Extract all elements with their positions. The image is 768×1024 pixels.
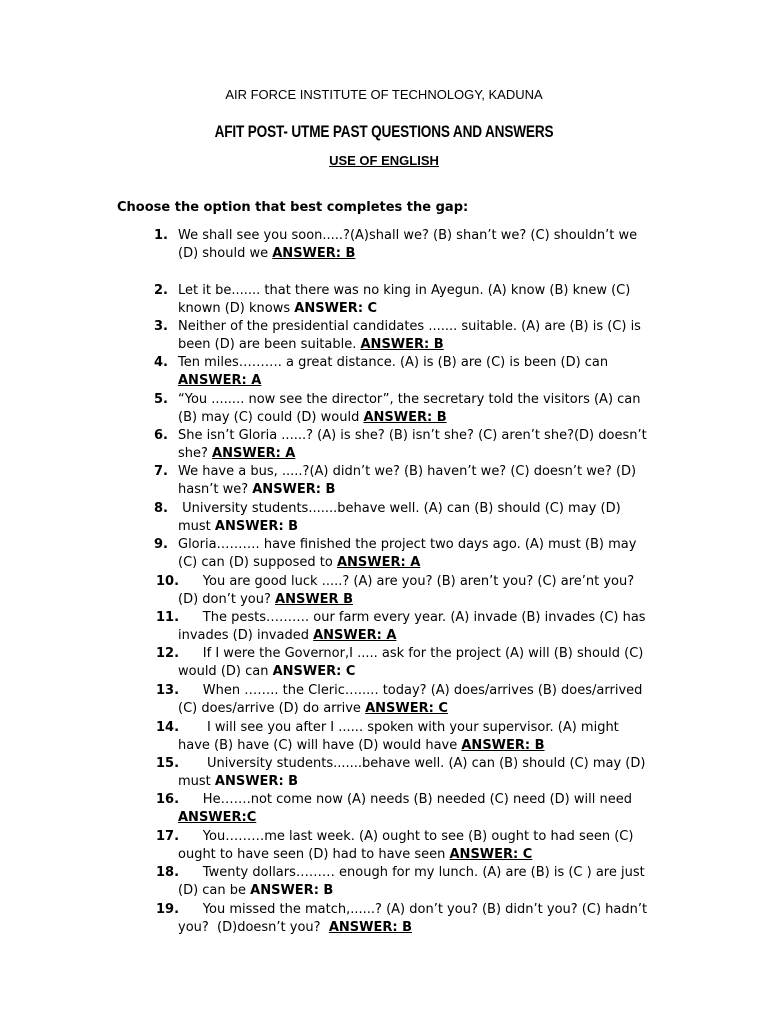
answer-label: ANSWER: A: [336, 555, 421, 571]
question-number: 6.: [154, 428, 168, 443]
answer-label: ANSWER: B: [461, 738, 545, 754]
answer-label: ANSWER: B: [360, 337, 444, 353]
answer-label: ANSWER: C: [294, 301, 378, 317]
list-item: [156, 864, 653, 900]
list-item: [156, 645, 653, 681]
question-number: 5.: [154, 392, 168, 407]
list-item: [156, 609, 653, 645]
answer-label: ANSWER:C: [178, 810, 257, 826]
question-text: He…….not come now (A) needs (B) needed (C) need (D) will need: [178, 792, 637, 807]
list-item: [154, 354, 653, 390]
answer-label: ANSWER: A: [313, 628, 397, 644]
question-text: I will see you after I ...... spoken with your supervisor. (A) might have (B) have (C) will have (D) would have: [178, 720, 623, 754]
question-number: 10.: [156, 574, 180, 589]
answer-label: ANSWER: B: [328, 920, 413, 936]
question-number: 4.: [154, 355, 168, 370]
list-item: [156, 755, 653, 791]
question-text: Neither of the presidential candidates ....... suitable. (A) are (B) is (C) is been (D) are been suitable.: [178, 319, 646, 353]
list-item: [156, 719, 653, 755]
question-number: 3.: [154, 319, 168, 334]
question-number: 7.: [154, 464, 168, 479]
question-number: 16.: [156, 792, 180, 807]
question-number: 18.: [156, 865, 180, 880]
question-text: You………me last week. (A) ought to see (B) ought to had seen (C) ought to have seen (D) had to have seen: [178, 829, 638, 863]
question-number: 17.: [156, 829, 180, 844]
instruction-text: Choose the option that best completes the gap:: [117, 200, 469, 215]
question-text: Ten miles………. a great distance. (A) is (B) are (C) is been (D) can: [178, 355, 613, 370]
question-text: If I were the Governor,I ..... ask for the project (A) will (B) should (C) would (D) can: [178, 646, 648, 680]
page-title: AFIT POST- UTME PAST QUESTIONS AND ANSWERS: [214, 122, 554, 141]
list-item: [156, 901, 653, 937]
answer-label: ANSWER: B: [250, 883, 334, 899]
question-text: You are good luck .....? (A) are you? (B) aren’t you? (C) are’nt you? (D) don’t you?: [178, 574, 639, 608]
question-number: 9.: [154, 537, 168, 552]
question-text: University students.......behave well. (A) can (B) should (C) may (D) must: [178, 756, 650, 790]
answer-label: ANSWER: B: [272, 246, 356, 262]
answer-label: ANSWER: B: [252, 482, 336, 498]
question-number: 19.: [156, 902, 180, 917]
list-item: [154, 500, 653, 536]
question-text: Let it be....... that there was no king in Ayegun. (A) know (B) knew (C) known (D) knows: [178, 283, 635, 317]
answer-label: ANSWER: A: [178, 373, 262, 389]
question-text: When …….. the Cleric…..... today? (A) does/arrives (B) does/arrived (C) does/arrive (D) do arrive: [178, 683, 647, 717]
answer-label: ANSWER: C: [272, 664, 356, 680]
answer-label: ANSWER: A: [212, 446, 296, 462]
question-text: We have a bus, .....?(A) didn’t we? (B) haven’t we? (C) doesn’t we? (D) hasn’t we?: [178, 464, 641, 498]
list-item: [154, 536, 653, 572]
question-text: You missed the match,......? (A) don’t you? (B) didn’t you? (C) hadn’t you? (D)doesn’t you?: [178, 902, 652, 936]
subject-heading: USE OF ENGLISH: [329, 153, 439, 168]
list-item: [154, 282, 653, 318]
list-item: [154, 391, 653, 427]
list-item: [156, 573, 653, 609]
answer-label: ANSWER: C: [365, 701, 448, 717]
question-number: 1.: [154, 228, 168, 243]
answer-label: ANSWER: C: [449, 847, 533, 863]
list-item: [154, 427, 653, 463]
question-number: 8.: [154, 501, 168, 516]
question-text: Twenty dollars……… enough for my lunch. (A) are (B) is (C ) are just (D) can be: [178, 865, 649, 899]
question-text: “You ........ now see the director”, the secretary told the visitors (A) can (B) may (C) could (D) would: [178, 392, 645, 426]
list-item: [156, 828, 653, 864]
question-number: 13.: [156, 683, 180, 698]
list-item: [154, 463, 653, 499]
question-text: She isn’t Gloria ......? (A) is she? (B) isn’t she? (C) aren’t she?(D) doesn’t she?: [178, 428, 651, 462]
list-item: [154, 318, 653, 354]
list-item: [154, 227, 653, 263]
question-number: 15.: [156, 756, 180, 771]
answer-label: ANSWER: B: [214, 519, 299, 535]
question-text: We shall see you soon.....?(A)shall we? (B) shan’t we? (C) shouldn’t we (D) should we: [178, 228, 642, 262]
answer-label: ANSWER: B: [363, 410, 447, 426]
question-number: 2.: [154, 283, 168, 298]
question-text: Gloria………. have finished the project two days ago. (A) must (B) may (C) can (D) supposed to: [178, 537, 641, 571]
list-item: [156, 682, 653, 718]
answer-label: ANSWER B: [275, 592, 353, 608]
answer-label: ANSWER: B: [214, 774, 299, 790]
question-number: 14.: [156, 720, 180, 735]
question-text: University students.......behave well. (A) can (B) should (C) may (D) must: [178, 501, 625, 535]
question-number: 12.: [156, 646, 180, 661]
question-text: The pests………. our farm every year. (A) invade (B) invades (C) has invades (D) invaded: [178, 610, 650, 644]
institution-name: AIR FORCE INSTITUTE OF TECHNOLOGY, KADUNA: [225, 87, 543, 102]
list-item: [156, 791, 653, 827]
question-number: 11.: [156, 610, 180, 625]
